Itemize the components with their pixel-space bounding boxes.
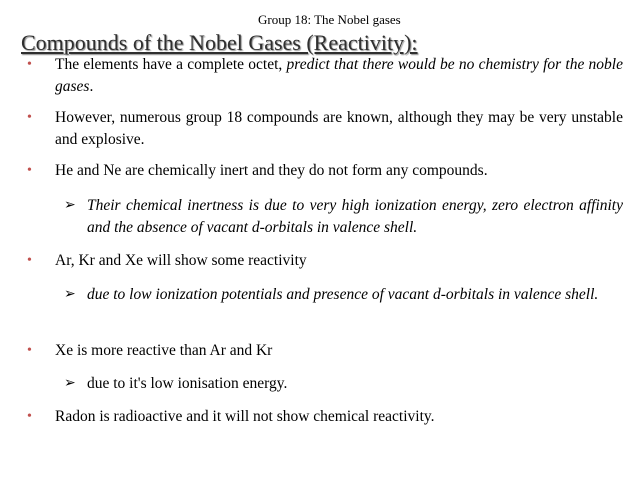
bullet-text-tail: .: [89, 78, 94, 95]
bullet-text-italic: predict that there would be no chemistry for the noble gases: [55, 56, 623, 95]
bullet-text-plain: The elements have a complete octet,: [55, 56, 287, 73]
bullet-text: He and Ne are chemically inert and they do not form any compounds.: [55, 162, 488, 179]
bullet-text: [55, 54, 623, 98]
sub-bullet-text: due to low ionization potentials and presence of vacant d-orbitals in valence shell.: [87, 286, 599, 303]
bullet-icon: •: [27, 253, 32, 268]
bullet-item: [27, 250, 623, 272]
arrow-bullet-icon: ➢: [64, 376, 76, 391]
slide-title: Compounds of the Nobel Gases (Reactivity):: [21, 30, 418, 55]
bullet-text: However, numerous group 18 compounds are known, although they may be very unstable and explosive.: [55, 109, 623, 148]
sub-bullet-text: Their chemical inertness is due to very high ionization energy, zero electron affinity and the absence of vacant d-orbitals in valence shell.: [87, 197, 623, 236]
slide-header: Group 18: The Nobel gases: [258, 12, 401, 27]
bullet-icon: •: [27, 343, 32, 358]
bullet-icon: •: [27, 110, 32, 125]
sub-bullet-item: [64, 195, 623, 239]
bullet-item: [27, 160, 623, 182]
arrow-bullet-icon: ➢: [64, 198, 76, 213]
sub-bullet-text: due to it's low ionisation energy.: [87, 375, 288, 392]
bullet-text: Ar, Kr and Xe will show some reactivity: [55, 252, 307, 269]
bullet-item: [27, 107, 623, 151]
bullet-text: Xe is more reactive than Ar and Kr: [55, 342, 273, 359]
bullet-text: Radon is radioactive and it will not show chemical reactivity.: [55, 408, 435, 425]
bullet-item: [27, 54, 623, 98]
bullet-item: [27, 406, 623, 428]
arrow-bullet-icon: ➢: [64, 287, 76, 302]
bullet-icon: •: [27, 409, 32, 424]
bullet-icon: •: [27, 57, 32, 72]
bullet-icon: •: [27, 163, 32, 178]
sub-bullet-item: [64, 373, 623, 395]
bullet-item: [27, 340, 623, 362]
sub-bullet-item: [64, 284, 623, 306]
